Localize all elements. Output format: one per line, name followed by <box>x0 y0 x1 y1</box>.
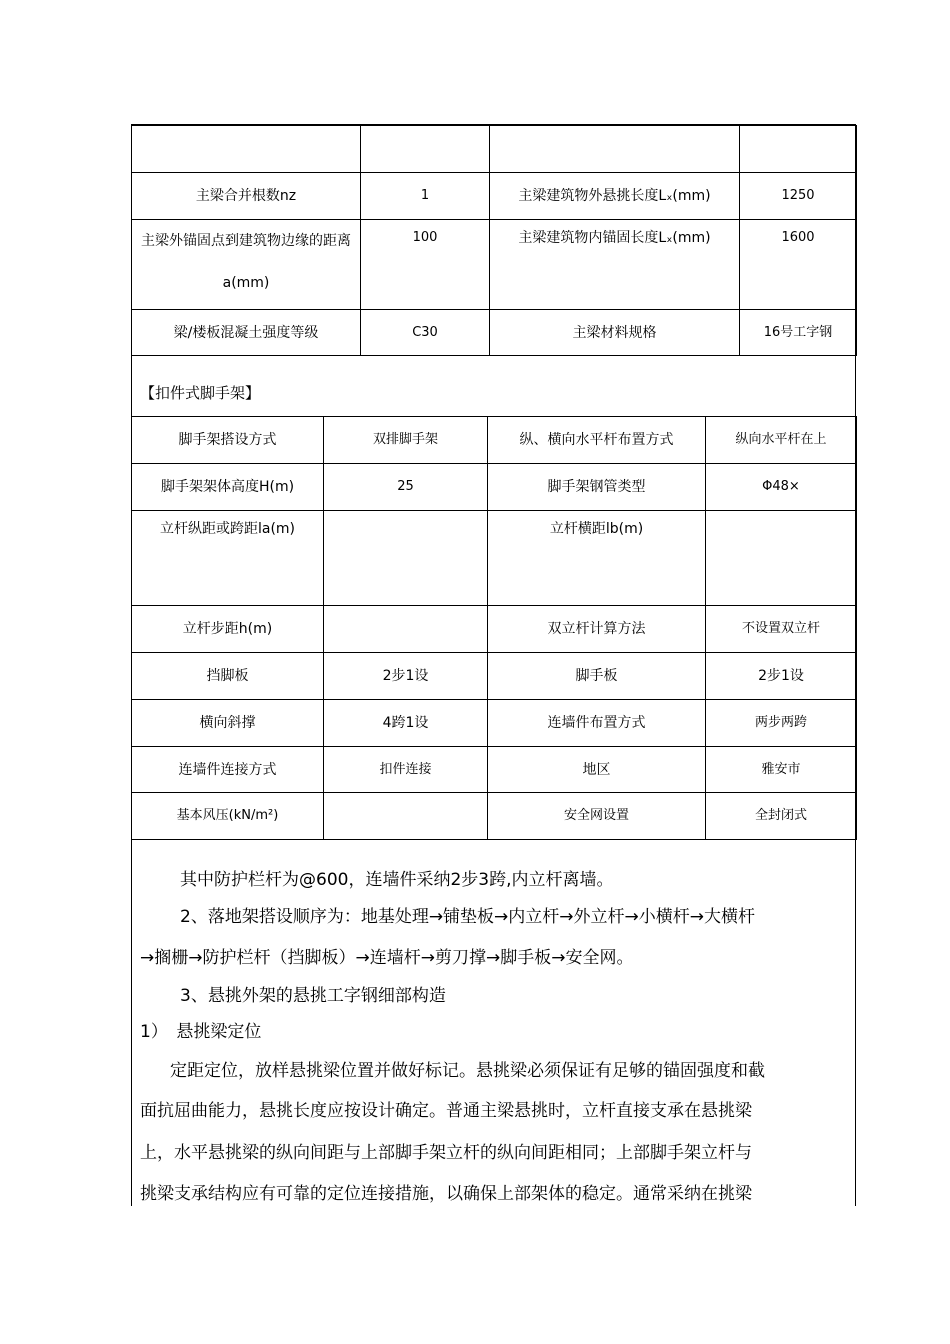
table-cell <box>740 126 857 173</box>
table-cell: 主梁建筑物外悬挑长度Lₓ(mm) <box>490 173 740 220</box>
table-cell: 雅安市 <box>706 747 857 793</box>
table-cell: 立杆步距h(m) <box>132 606 324 653</box>
table-cell: 2步1设 <box>706 653 857 700</box>
table-cell: 连墙件布置方式 <box>488 700 706 747</box>
scaffold-parameters-table <box>131 416 857 840</box>
table-cell <box>706 511 857 606</box>
table-row <box>132 126 857 173</box>
table-cell: 主梁材料规格 <box>490 310 740 356</box>
beam-parameters-table <box>131 125 857 356</box>
table-cell <box>361 126 490 173</box>
table-cell <box>324 793 488 840</box>
table-cell: 2步1设 <box>324 653 488 700</box>
table-cell <box>132 220 361 310</box>
body-paragraph: 3、悬挑外架的悬挑工字钢细部构造 <box>180 986 446 1006</box>
table-cell: 脚手架钢管类型 <box>488 464 706 511</box>
table-cell: 地区 <box>488 747 706 793</box>
table-row <box>132 700 857 747</box>
table-cell: 两步两跨 <box>706 700 857 747</box>
table-cell: 梁/楼板混凝土强度等级 <box>132 310 361 356</box>
table-cell: 不设置双立杆 <box>706 606 857 653</box>
table-row <box>132 793 857 840</box>
body-paragraph: 挑梁支承结构应有可靠的定位连接措施，以确保上部架体的稳定。通常采纳在挑梁 <box>140 1184 752 1204</box>
body-paragraph: →搁栅→防护栏杆（挡脚板）→连墙杆→剪刀撑→脚手板→安全网。 <box>140 948 634 968</box>
body-paragraph: 上，水平悬挑梁的纵向间距与上部脚手架立杆的纵向间距相同；上部脚手架立杆与 <box>140 1143 752 1163</box>
table-cell: 扣件连接 <box>324 747 488 793</box>
table-cell: 1250 <box>740 173 857 220</box>
table-cell: 立杆横距lb(m) <box>488 511 706 606</box>
table-cell: 全封闭式 <box>706 793 857 840</box>
table-cell: 纵、横向水平杆布置方式 <box>488 417 706 464</box>
table-cell: 脚手架架体高度H(m) <box>132 464 324 511</box>
table-cell: 连墙件连接方式 <box>132 747 324 793</box>
table-cell: 1 <box>361 173 490 220</box>
table-row <box>132 464 857 511</box>
table-cell: 挡脚板 <box>132 653 324 700</box>
multiline-label: 主梁外锚固点到建筑物边缘的距离a(mm) <box>141 233 351 291</box>
body-paragraph: 其中防护栏杆为@600，连墙件采纳2步3跨,内立杆离墙。 <box>180 870 614 890</box>
table-cell <box>132 126 361 173</box>
table-cell: Φ48× <box>706 464 857 511</box>
table-cell: 25 <box>324 464 488 511</box>
table-cell: 横向斜撑 <box>132 700 324 747</box>
table-cell: 双排脚手架 <box>324 417 488 464</box>
table-row <box>132 220 857 310</box>
table-cell: 基本风压(kN/m²) <box>132 793 324 840</box>
table-cell: 1600 <box>740 220 857 310</box>
body-paragraph: 1） 悬挑梁定位 <box>140 1022 262 1042</box>
table-cell: 脚手架搭设方式 <box>132 417 324 464</box>
table-cell: C30 <box>361 310 490 356</box>
body-paragraph: 定距定位，放样悬挑梁位置并做好标记。悬挑梁必须保证有足够的锚固强度和截 <box>170 1061 765 1081</box>
table-cell: 16号工字钢 <box>740 310 857 356</box>
table-cell: 4跨1设 <box>324 700 488 747</box>
table-row <box>132 511 857 606</box>
table-row <box>132 653 857 700</box>
table-row <box>132 606 857 653</box>
table-cell <box>490 126 740 173</box>
table-cell: 脚手板 <box>488 653 706 700</box>
table-row <box>132 310 857 356</box>
table-cell: 安全网设置 <box>488 793 706 840</box>
table-cell: 纵向水平杆在上 <box>706 417 857 464</box>
body-paragraph: 2、落地架搭设顺序为：地基处理→铺垫板→内立杆→外立杆→小横杆→大横杆 <box>180 907 756 927</box>
table-row <box>132 417 857 464</box>
table-cell: 双立杆计算方法 <box>488 606 706 653</box>
body-paragraph: 面抗屈曲能力，悬挑长度应按设计确定。普通主梁悬挑时，立杆直接支承在悬挑梁 <box>140 1101 752 1121</box>
table-row <box>132 173 857 220</box>
table-cell: 100 <box>361 220 490 310</box>
table-cell: 主梁合并根数nz <box>132 173 361 220</box>
table-cell <box>324 511 488 606</box>
section-title: 【扣件式脚手架】 <box>140 384 261 402</box>
table-cell: 主梁建筑物内锚固长度Lₓ(mm) <box>490 220 740 310</box>
table-row <box>132 747 857 793</box>
table-cell <box>324 606 488 653</box>
table-cell: 立杆纵距或跨距la(m) <box>132 511 324 606</box>
